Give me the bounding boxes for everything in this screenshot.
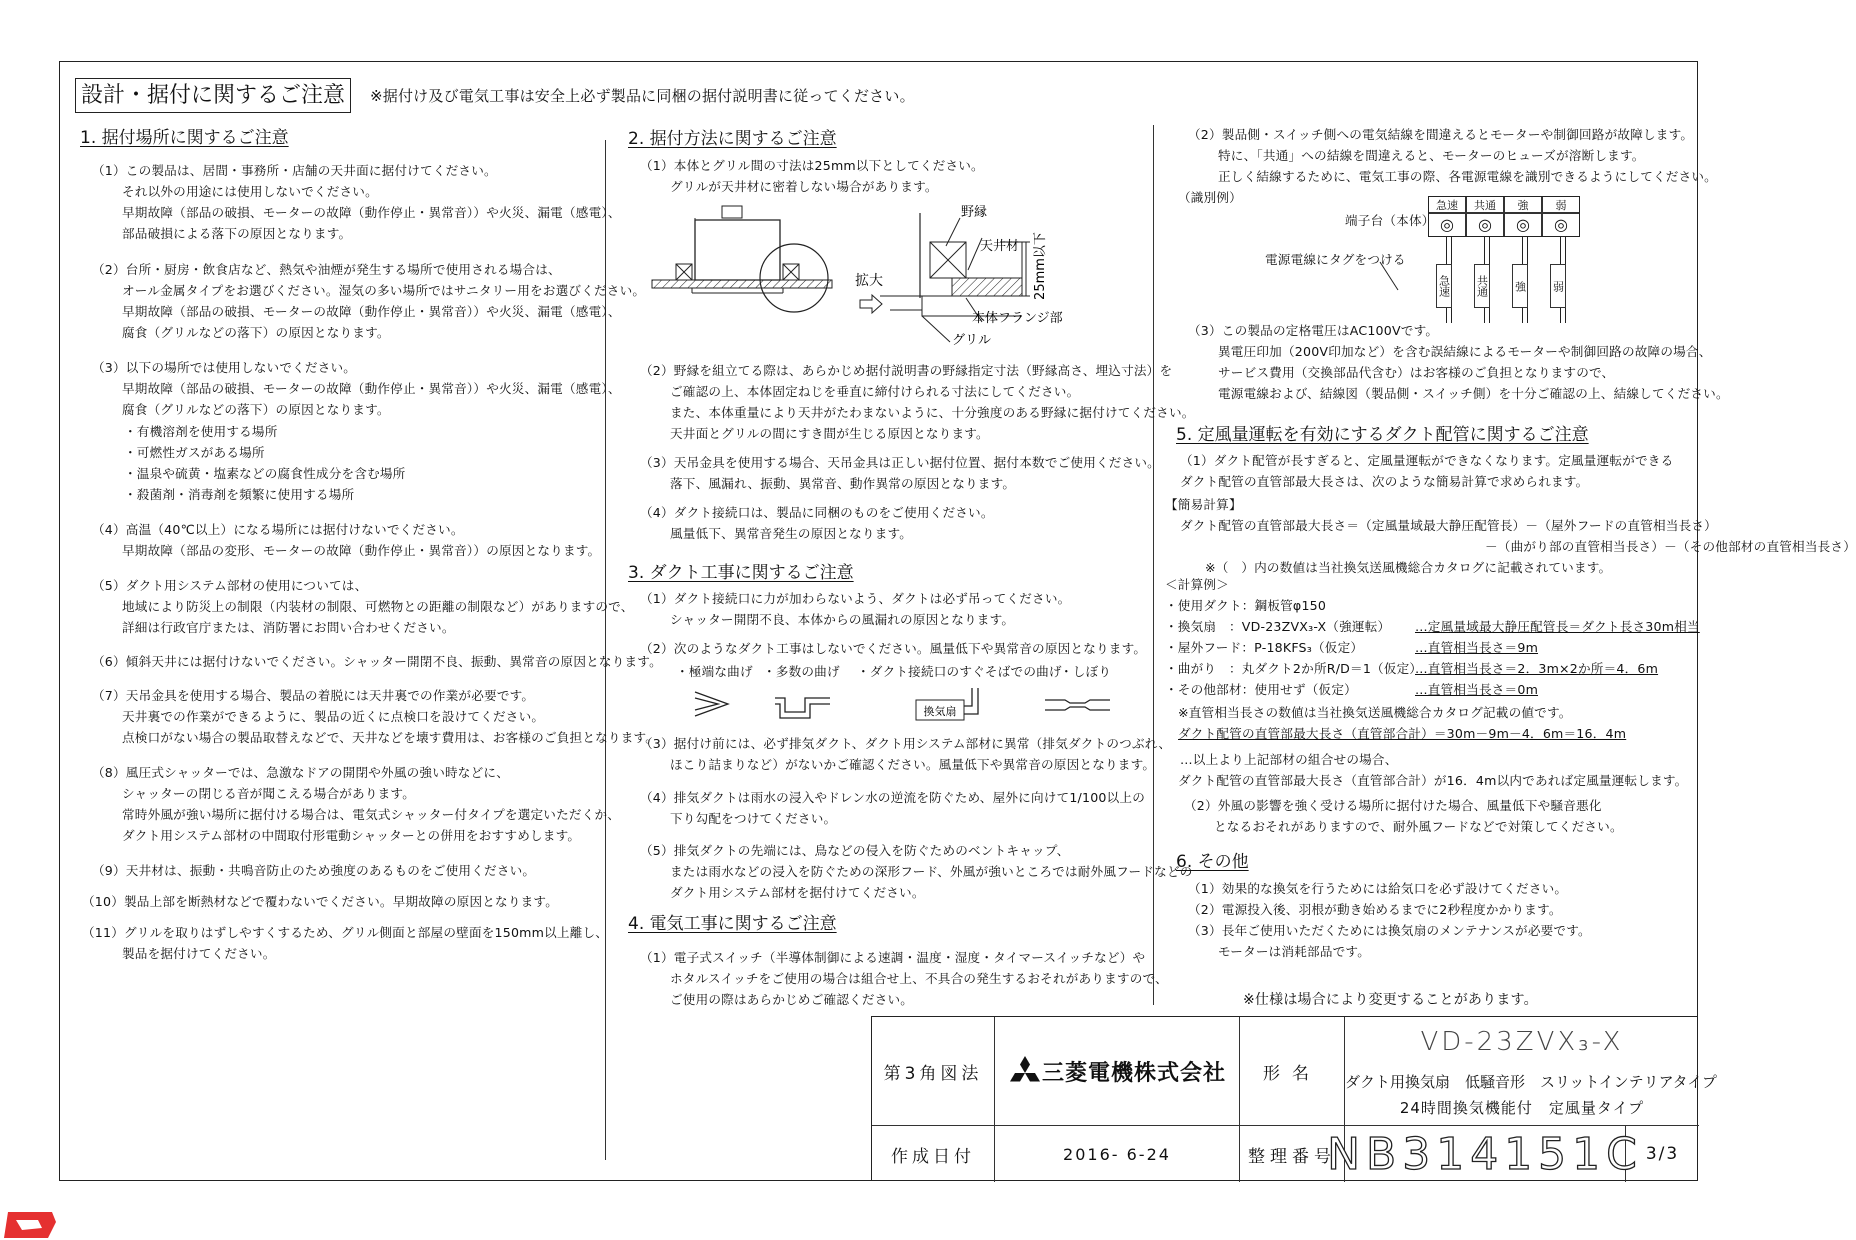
text-line: 部品破損による落下の原因となります。 [122, 226, 352, 241]
text-line: （3）据付け前には、必ず排気ダクト、ダクト用システム部材に異常（排気ダクトのつぶれ、 [640, 736, 1172, 751]
text-line: （5）排気ダクトの先端には、鳥などの侵入を防ぐためのベントキャップ、 [640, 843, 1070, 858]
duct-label-near-bend: ・ダクト接続口のすぐそばでの曲げ [857, 664, 1062, 679]
installation-diagram [650, 198, 1150, 348]
terminal-header: 弱 [1542, 196, 1580, 213]
projection-method: 第3角図法 [883, 1063, 983, 1084]
text-line: ダクト用システム部材を据付けてください。 [670, 885, 925, 900]
label-grille: グリル [952, 333, 992, 348]
page-number: 3/3 [1645, 1144, 1680, 1164]
terminal-screw-icon: ◎ [1466, 213, 1504, 237]
text-line: （2）電源投入後、羽根が動き始めるまでに2秒程度かかります。 [1188, 902, 1562, 917]
text-line: オール金属タイプをお選びください。湿気の多い場所ではサニタリー用をお選びください。 [122, 283, 646, 298]
text-line: ※直管相当長さの数値は当社換気送風機総合カタログ記載の値です。 [1178, 705, 1572, 720]
text-line: （9）天井材は、振動・共鳴音防止のため強度のあるものをご使用ください。 [92, 863, 536, 878]
text-line: 早期故障（部品の変形、モーターの故障（動作停止・異常音））の原因となります。 [122, 543, 601, 558]
calc-row-item: ・換気扇 ：VD-23ZVX₃-X（強運転） [1165, 619, 1391, 634]
text-line: （1）ダクト接続口に力が加わらないよう、ダクトは必ず吊ってください。 [640, 591, 1071, 606]
section-heading-5: 5. 定風量運転を有効にするダクト配管に関するご注意 [1176, 425, 1589, 445]
text-line: （10）製品上部を断熱材などで覆わないでください。早期故障の原因となります。 [82, 894, 558, 909]
text-line: （4）排気ダクトは雨水の浸入やドレン水の逆流を防ぐため、屋外に向けて1/100以上の [640, 790, 1146, 805]
text-line: （8）風圧式シャッターでは、急激なドアの開閉や外風の強い時などに、 [92, 765, 509, 780]
wire-tag: 弱 [1550, 264, 1566, 308]
text-line: （1）ダクト配管が長すぎると、定風量運転ができなくなります。定風量運転ができる [1180, 453, 1674, 468]
date-label: 作成日付 [891, 1146, 975, 1167]
calc-row-value: …定風量域最大静圧配管長＝ダクト長さ30m相当 [1415, 619, 1700, 634]
terminal-header: 強 [1504, 196, 1542, 213]
text-line: ダクト配管の直管部最大長さ（直管部合計）＝30m－9m－4．6m＝16．4m [1178, 726, 1627, 741]
text-line: （2）台所・厨房・飲食店など、熱気や油煙が発生する場所で使用される場合は、 [92, 262, 561, 277]
text-line: （1）本体とグリル間の寸法は25mm以下としてください。 [640, 158, 984, 173]
text-line: ホタルスイッチをご使用の場合は組合せ上、不具合の発生するおそれがありますので、 [670, 971, 1168, 986]
text-line: 点検口がない場合の製品取替えなどで、天井などを壊す費用は、お客様のご負担となります。 [122, 730, 659, 745]
tag-label: 電源電線にタグをつける [1265, 252, 1406, 267]
text-line: 天井面とグリルの間にすき間が生じる原因となります。 [670, 426, 989, 441]
title-block [871, 1016, 1717, 1181]
text-line: 落下、風漏れ、振動、異常音、動作異常の原因となります。 [670, 476, 1016, 491]
text-line: （2）野縁を組立てる際は、あらかじめ据付説明書の野縁指定寸法（野縁高さ、埋込寸法）を [640, 363, 1173, 378]
calc-row-value: …直管相当長さ＝9m [1415, 640, 1539, 655]
company-logo [995, 1017, 1239, 1125]
text-line: …以上より上記部材の組合せの場合、 [1180, 752, 1398, 767]
text-line: ダクト配管の直管部最大長さ（直管部合計）が16．4m以内であれば定風量運転します。 [1178, 773, 1688, 788]
text-line: （11）グリルを取りはずしやすくするため、グリル側面と部屋の壁面を150mm以上離し、 [82, 925, 609, 940]
text-line: 風量低下、異常音発生の原因となります。 [670, 526, 913, 541]
label-ceiling: 天井材 [980, 239, 1020, 254]
text-line: ＜計算例＞ [1165, 577, 1229, 592]
text-line: ・温泉や硫黄・塩素などの腐食性成分を含む場所 [124, 466, 406, 481]
text-line: （3）天吊金具を使用する場合、天吊金具は正しい据付位置、据付本数でご使用ください。 [640, 455, 1160, 470]
calc-row-item: ・屋外フード：P-18KFS₃（仮定） [1165, 640, 1364, 655]
wire-tag: 急速 [1436, 264, 1452, 308]
model-description-1: ダクト用換気扇 低騒音形 スリットインテリアタイプ [1345, 1073, 1717, 1091]
calc-row-item: ・曲がり ：丸ダクト2か所R/D＝1（仮定） [1165, 661, 1423, 676]
text-line: 天井裏での作業ができるように、製品の近くに点検口を設けてください。 [122, 709, 545, 724]
text-line: 異電圧印加（200V印加など）を含む誤結線によるモーターや制御回路の故障の場合、 [1218, 344, 1712, 359]
text-line: （4）高温（40℃以上）になる場所には据付けないでください。 [92, 522, 464, 537]
duct-examples-drawing [690, 686, 1120, 726]
text-line: （識別例） [1178, 190, 1242, 205]
text-line: 特に、「共通」への結線を間違えると、モーターのヒューズが溶断します。 [1218, 148, 1645, 163]
text-line: 下り勾配をつけてください。 [670, 811, 837, 826]
text-line: （3）以下の場所では使用しないでください。 [92, 360, 357, 375]
wire-tag: 共通 [1474, 264, 1490, 308]
text-line: 腐食（グリルなどの落下）の原因となります。 [122, 325, 390, 340]
zoom-label: 拡大 [855, 273, 883, 289]
text-line: （1）電子式スイッチ（半導体制御による速調・温度・湿度・タイマースイッチなど）や [640, 950, 1146, 965]
terminal-header: 共通 [1466, 196, 1504, 213]
model-name: VD-23ZVX₃-X [1420, 1027, 1624, 1057]
section-heading-1: 1. 据付場所に関するご注意 [80, 128, 289, 148]
text-line: 腐食（グリルなどの落下）の原因となります。 [122, 402, 390, 417]
text-line: ・使用ダクト：鋼板管φ150 [1165, 598, 1327, 613]
zoom-arrow-icon [860, 295, 882, 313]
text-line: （1）この製品は、居間・事務所・店舗の天井面に据付けてください。 [92, 163, 497, 178]
text-line: （2）製品側・スイッチ側への電気結線を間違えるとモーターや制御回路が故障します。 [1188, 127, 1694, 142]
number-label: 整理番号 [1248, 1146, 1336, 1167]
terminal-screw-icon: ◎ [1504, 213, 1542, 237]
calc-row-item: ・その他部材：使用せず（仮定） [1165, 682, 1357, 697]
text-line: 電源電線および、結線図（製品側・スイッチ側）を十分ご確認の上、結線してください。 [1218, 386, 1729, 401]
duct-label-many-bends: ・多数の曲げ [763, 664, 840, 679]
text-line: ご確認の上、本体固定ねじを垂直に締付けられる寸法にしてください。 [670, 384, 1080, 399]
text-line: 【簡易計算】 [1165, 497, 1242, 512]
text-line: または雨水などの浸入を防ぐための深形フード、外風が強いところでは耐外風フードなどの [670, 864, 1193, 879]
wire-tag: 強 [1512, 264, 1528, 308]
text-line: また、本体重量により天井がたわまないように、十分強度のある野縁に据付けてください。 [670, 405, 1195, 420]
label-flange: 本体フランジ部 [972, 311, 1063, 326]
terminal-block-label: 端子台（本体） [1345, 213, 1435, 228]
page-title: 設計・据付に関するご注意 [75, 78, 351, 113]
calc-row-value: …直管相当長さ＝0m [1415, 682, 1539, 697]
company-name: 三菱電機株式会社 [1041, 1060, 1226, 1086]
text-line: 早期故障（部品の破損、モーターの故障（動作停止・異常音））や火災、漏電（感電）、 [122, 304, 621, 319]
text-line: ほこり詰まりなど）がないかご確認ください。風量低下や異常音の原因となります。 [670, 757, 1156, 772]
text-line: ※（ ）内の数値は当社換気送風機総合カタログに記載されています。 [1205, 560, 1612, 575]
section-heading-6: 6. その他 [1176, 852, 1249, 872]
text-line: ご使用の際はあらかじめご確認ください。 [670, 992, 914, 1007]
text-line: （1）効果的な換気を行うためには給気口を必ず設けてください。 [1188, 881, 1568, 896]
text-line: （4）ダクト接続口は、製品に同梱のものをご使用ください。 [640, 505, 994, 520]
text-line: となるおそれがありますので、耐外風フードなどで対策してください。 [1214, 819, 1623, 834]
text-line: （2）次のようなダクト工事はしないでください。風量低下や異常音の原因となります。 [640, 641, 1147, 656]
text-line: 早期故障（部品の破損、モーターの故障（動作停止・異常音））や火災、漏電（感電）、 [122, 381, 621, 396]
date-value: 2016- 6-24 [1063, 1144, 1171, 1164]
text-line: ・可燃性ガスがある場所 [124, 445, 265, 460]
document-number: NB314151C [1327, 1128, 1643, 1180]
text-line: ダクト用システム部材の中間取付形電動シャッターとの併用をおすすめします。 [122, 828, 581, 843]
model-description-2: 24時間換気機能付 定風量タイプ [1399, 1099, 1645, 1117]
text-line: シャッターの閉じる音が聞こえる場合があります。 [122, 786, 415, 801]
text-line: 地域により防災上の制限（内装材の制限、可燃物との距離の制限など）がありますので、 [122, 599, 634, 614]
section-heading-4: 4. 電気工事に関するご注意 [628, 914, 837, 934]
terminal-screw-icon: ◎ [1428, 213, 1466, 237]
text-line: ・有機溶剤を使用する場所 [124, 424, 278, 439]
label-dimension: 25mm以下 [1033, 232, 1048, 300]
tag-leader-line [1380, 262, 1400, 292]
text-line: サービス費用（交換部品代含む）はお客様のご負担となりますので、 [1218, 365, 1615, 380]
text-line: それ以外の用途には使用しないでください。 [122, 184, 378, 199]
text-line: ダクト配管の直管部最大長さ＝（定風量域最大静圧配管長）－（屋外フードの直管相当長さ） [1180, 518, 1717, 533]
text-line: 早期故障（部品の破損、モーターの故障（動作停止・異常音））や火災、漏電（感電）、 [122, 205, 621, 220]
calc-row-value: …直管相当長さ＝2．3m×2か所＝4．6m [1415, 661, 1659, 676]
mitsubishi-logo-icon [1008, 1056, 1042, 1086]
text-line: ダクト配管の直管部最大長さは、次のような簡易計算で求められます。 [1180, 474, 1589, 489]
duct-fan-label: 換気扇 [923, 705, 957, 718]
corner-stamp-icon [2, 1208, 58, 1240]
text-line: シャッター開閉不良、本体からの風漏れの原因となります。 [670, 612, 1015, 627]
duct-label-sharp-bend: ・極端な曲げ [676, 664, 753, 679]
duct-label-constriction: ・しぼり [1060, 664, 1112, 679]
spec-change-note: ※仕様は場合により変更することがあります。 [1243, 992, 1538, 1008]
text-line: （6）傾斜天井には据付けないでください。シャッター開閉不良、振動、異常音の原因となります。 [92, 654, 662, 669]
text-line: （3）長年ご使用いただくためには換気扇のメンテナンスが必要です。 [1188, 923, 1591, 938]
model-label: 形名 [1263, 1063, 1321, 1084]
text-line: （5）ダクト用システム部材の使用については、 [92, 578, 368, 593]
section-heading-3: 3. ダクト工事に関するご注意 [628, 563, 854, 583]
fan-body-drawing [652, 206, 832, 312]
text-line: 正しく結線するために、電気工事の際、各電源電線を識別できるようにしてください。 [1218, 169, 1717, 184]
text-line: グリルが天井材に密着しない場合があります。 [670, 179, 938, 194]
text-line: －（曲がり部の直管相当長さ）－（その他部材の直管相当長さ） [1485, 539, 1856, 554]
terminal-header: 急速 [1428, 196, 1466, 213]
text-line: 常時外風が強い場所に据付ける場合は、電気式シャッター付タイプを選定いただくか、 [122, 807, 621, 822]
text-line: モーターは消耗部品です。 [1218, 944, 1371, 959]
text-line: （3）この製品の定格電圧はAC100Vです。 [1188, 323, 1439, 338]
text-line: 製品を据付けてください。 [122, 946, 276, 961]
safety-notice: ※据付け及び電気工事は安全上必ず製品に同梱の据付説明書に従ってください。 [370, 87, 915, 105]
label-joist: 野縁 [961, 205, 988, 220]
section-heading-2: 2. 据付方法に関するご注意 [628, 129, 837, 149]
text-line: ・殺菌剤・消毒剤を頻繁に使用する場所 [124, 487, 355, 502]
text-line: 詳細は行政官庁または、消防署にお問い合わせください。 [122, 620, 455, 635]
text-line: （2）外風の影響を強く受ける場所に据付けた場合、風量低下や騒音悪化 [1184, 798, 1602, 813]
text-line: （7）天吊金具を使用する場合、製品の着脱には天井裏での作業が必要です。 [92, 688, 535, 703]
terminal-screw-icon: ◎ [1542, 213, 1580, 237]
